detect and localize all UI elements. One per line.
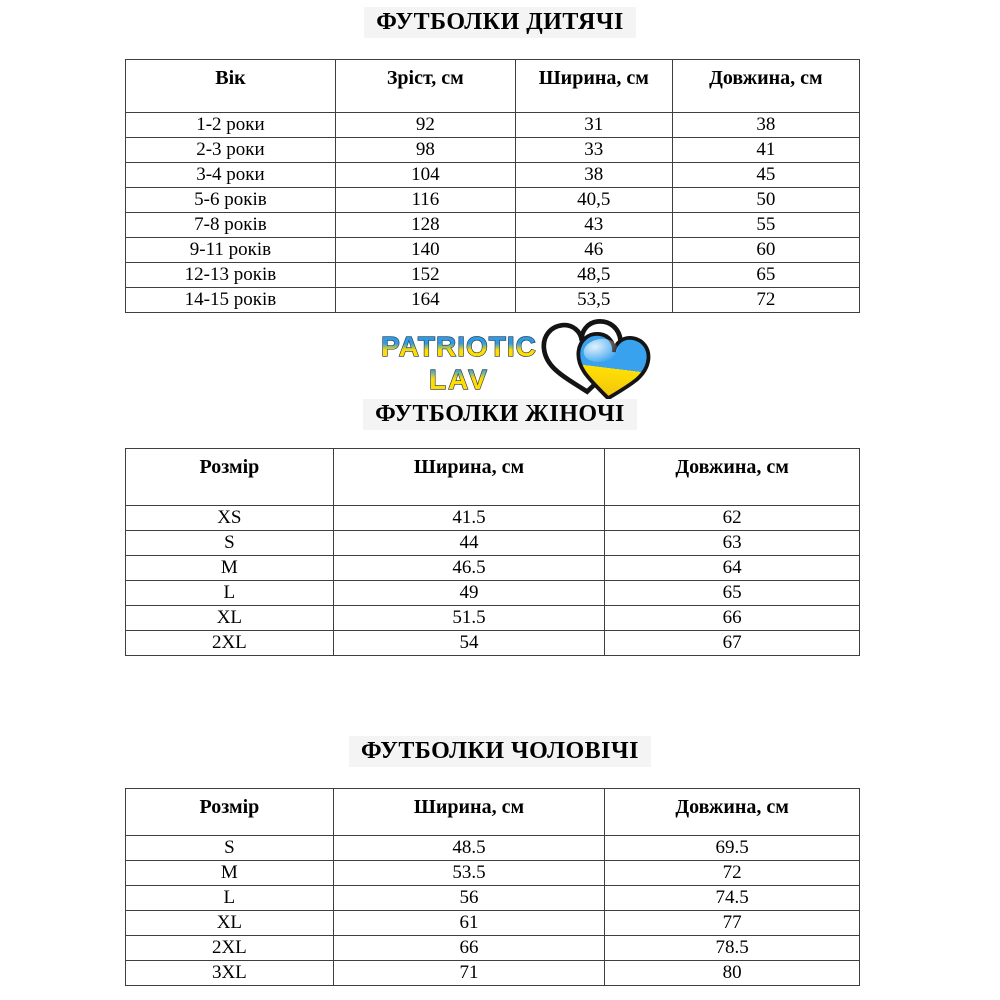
cell-length: 55 [672, 213, 859, 238]
table-row [126, 556, 860, 581]
cell-width: 71 [333, 961, 605, 986]
cell-size: M [126, 556, 334, 581]
cell-length: 62 [605, 506, 860, 531]
cell-width: 49 [333, 581, 605, 606]
women-header-row [126, 449, 860, 506]
women-size-table [125, 448, 860, 656]
cell-width: 53,5 [515, 288, 672, 313]
table-row [126, 188, 860, 213]
women-col-width: Ширина, см [333, 449, 605, 506]
cell-size: S [126, 836, 334, 861]
table-row [126, 288, 860, 313]
brand-name-line2: LAV [429, 364, 489, 395]
table-row [126, 886, 860, 911]
brand-logo-text [370, 329, 548, 399]
cell-width: 33 [515, 138, 672, 163]
table-row [126, 213, 860, 238]
kids-col-width: Ширина, см [515, 60, 672, 113]
cell-width: 56 [333, 886, 605, 911]
cell-size: S [126, 531, 334, 556]
cell-size: M [126, 861, 334, 886]
cell-age: 2-3 роки [126, 138, 336, 163]
men-header-row [126, 789, 860, 836]
cell-size: XS [126, 506, 334, 531]
cell-length: 65 [605, 581, 860, 606]
cell-length: 77 [605, 911, 860, 936]
cell-length: 41 [672, 138, 859, 163]
cell-width: 54 [333, 631, 605, 656]
cell-height: 104 [335, 163, 515, 188]
table-row [126, 263, 860, 288]
cell-width: 41.5 [333, 506, 605, 531]
table-row [126, 113, 860, 138]
cell-length: 45 [672, 163, 859, 188]
cell-length: 65 [672, 263, 859, 288]
men-col-size: Розмір [126, 789, 334, 836]
cell-size: L [126, 581, 334, 606]
cell-age: 14-15 років [126, 288, 336, 313]
kids-col-age: Вік [126, 60, 336, 113]
men-size-table [125, 788, 860, 986]
table-row [126, 238, 860, 263]
cell-size: 2XL [126, 631, 334, 656]
kids-table-body [126, 113, 860, 313]
table-row [126, 531, 860, 556]
cell-width: 46 [515, 238, 672, 263]
cell-height: 116 [335, 188, 515, 213]
cell-size: L [126, 886, 334, 911]
cell-width: 53.5 [333, 861, 605, 886]
kids-col-height: Зріст, см [335, 60, 515, 113]
table-row [126, 911, 860, 936]
women-title-text: ФУТБОЛКИ ЖІНОЧІ [363, 399, 637, 430]
cell-width: 31 [515, 113, 672, 138]
kids-header-row [126, 60, 860, 113]
cell-length: 50 [672, 188, 859, 213]
men-section-title [0, 736, 1000, 767]
cell-length: 64 [605, 556, 860, 581]
table-row [126, 836, 860, 861]
cell-age: 7-8 років [126, 213, 336, 238]
cell-width: 48.5 [333, 836, 605, 861]
cell-length: 60 [672, 238, 859, 263]
cell-length: 67 [605, 631, 860, 656]
men-col-length: Довжина, см [605, 789, 860, 836]
cell-age: 5-6 років [126, 188, 336, 213]
table-row [126, 581, 860, 606]
women-section-title [0, 399, 1000, 430]
cell-length: 69.5 [605, 836, 860, 861]
cell-width: 51.5 [333, 606, 605, 631]
cell-length: 66 [605, 606, 860, 631]
cell-length: 38 [672, 113, 859, 138]
women-col-length: Довжина, см [605, 449, 860, 506]
cell-width: 48,5 [515, 263, 672, 288]
table-row [126, 861, 860, 886]
cell-age: 1-2 роки [126, 113, 336, 138]
cell-width: 43 [515, 213, 672, 238]
cell-age: 9-11 років [126, 238, 336, 263]
women-table-body [126, 506, 860, 656]
brand-name-line1: PATRIOTIC [381, 331, 537, 362]
brand-logo [0, 316, 1000, 410]
cell-height: 140 [335, 238, 515, 263]
cell-length: 80 [605, 961, 860, 986]
table-row [126, 936, 860, 961]
table-row [126, 163, 860, 188]
kids-col-length: Довжина, см [672, 60, 859, 113]
table-row [126, 606, 860, 631]
men-table-body [126, 836, 860, 986]
cell-width: 66 [333, 936, 605, 961]
kids-size-table [125, 59, 860, 313]
cell-height: 98 [335, 138, 515, 163]
ukraine-hearts-icon [540, 316, 658, 410]
kids-section-title [0, 7, 1000, 38]
cell-size: 2XL [126, 936, 334, 961]
table-row [126, 961, 860, 986]
cell-height: 164 [335, 288, 515, 313]
table-row [126, 506, 860, 531]
cell-height: 152 [335, 263, 515, 288]
cell-width: 61 [333, 911, 605, 936]
table-row [126, 138, 860, 163]
cell-width: 46.5 [333, 556, 605, 581]
cell-width: 44 [333, 531, 605, 556]
cell-age: 3-4 роки [126, 163, 336, 188]
cell-age: 12-13 років [126, 263, 336, 288]
cell-length: 72 [605, 861, 860, 886]
cell-length: 72 [672, 288, 859, 313]
cell-height: 92 [335, 113, 515, 138]
cell-size: XL [126, 606, 334, 631]
women-col-size: Розмір [126, 449, 334, 506]
men-col-width: Ширина, см [333, 789, 605, 836]
cell-length: 63 [605, 531, 860, 556]
cell-length: 78.5 [605, 936, 860, 961]
cell-size: 3XL [126, 961, 334, 986]
table-row [126, 631, 860, 656]
kids-title-text: ФУТБОЛКИ ДИТЯЧІ [364, 7, 636, 38]
cell-width: 38 [515, 163, 672, 188]
cell-length: 74.5 [605, 886, 860, 911]
cell-height: 128 [335, 213, 515, 238]
men-title-text: ФУТБОЛКИ ЧОЛОВІЧІ [349, 736, 651, 767]
cell-size: XL [126, 911, 334, 936]
cell-width: 40,5 [515, 188, 672, 213]
